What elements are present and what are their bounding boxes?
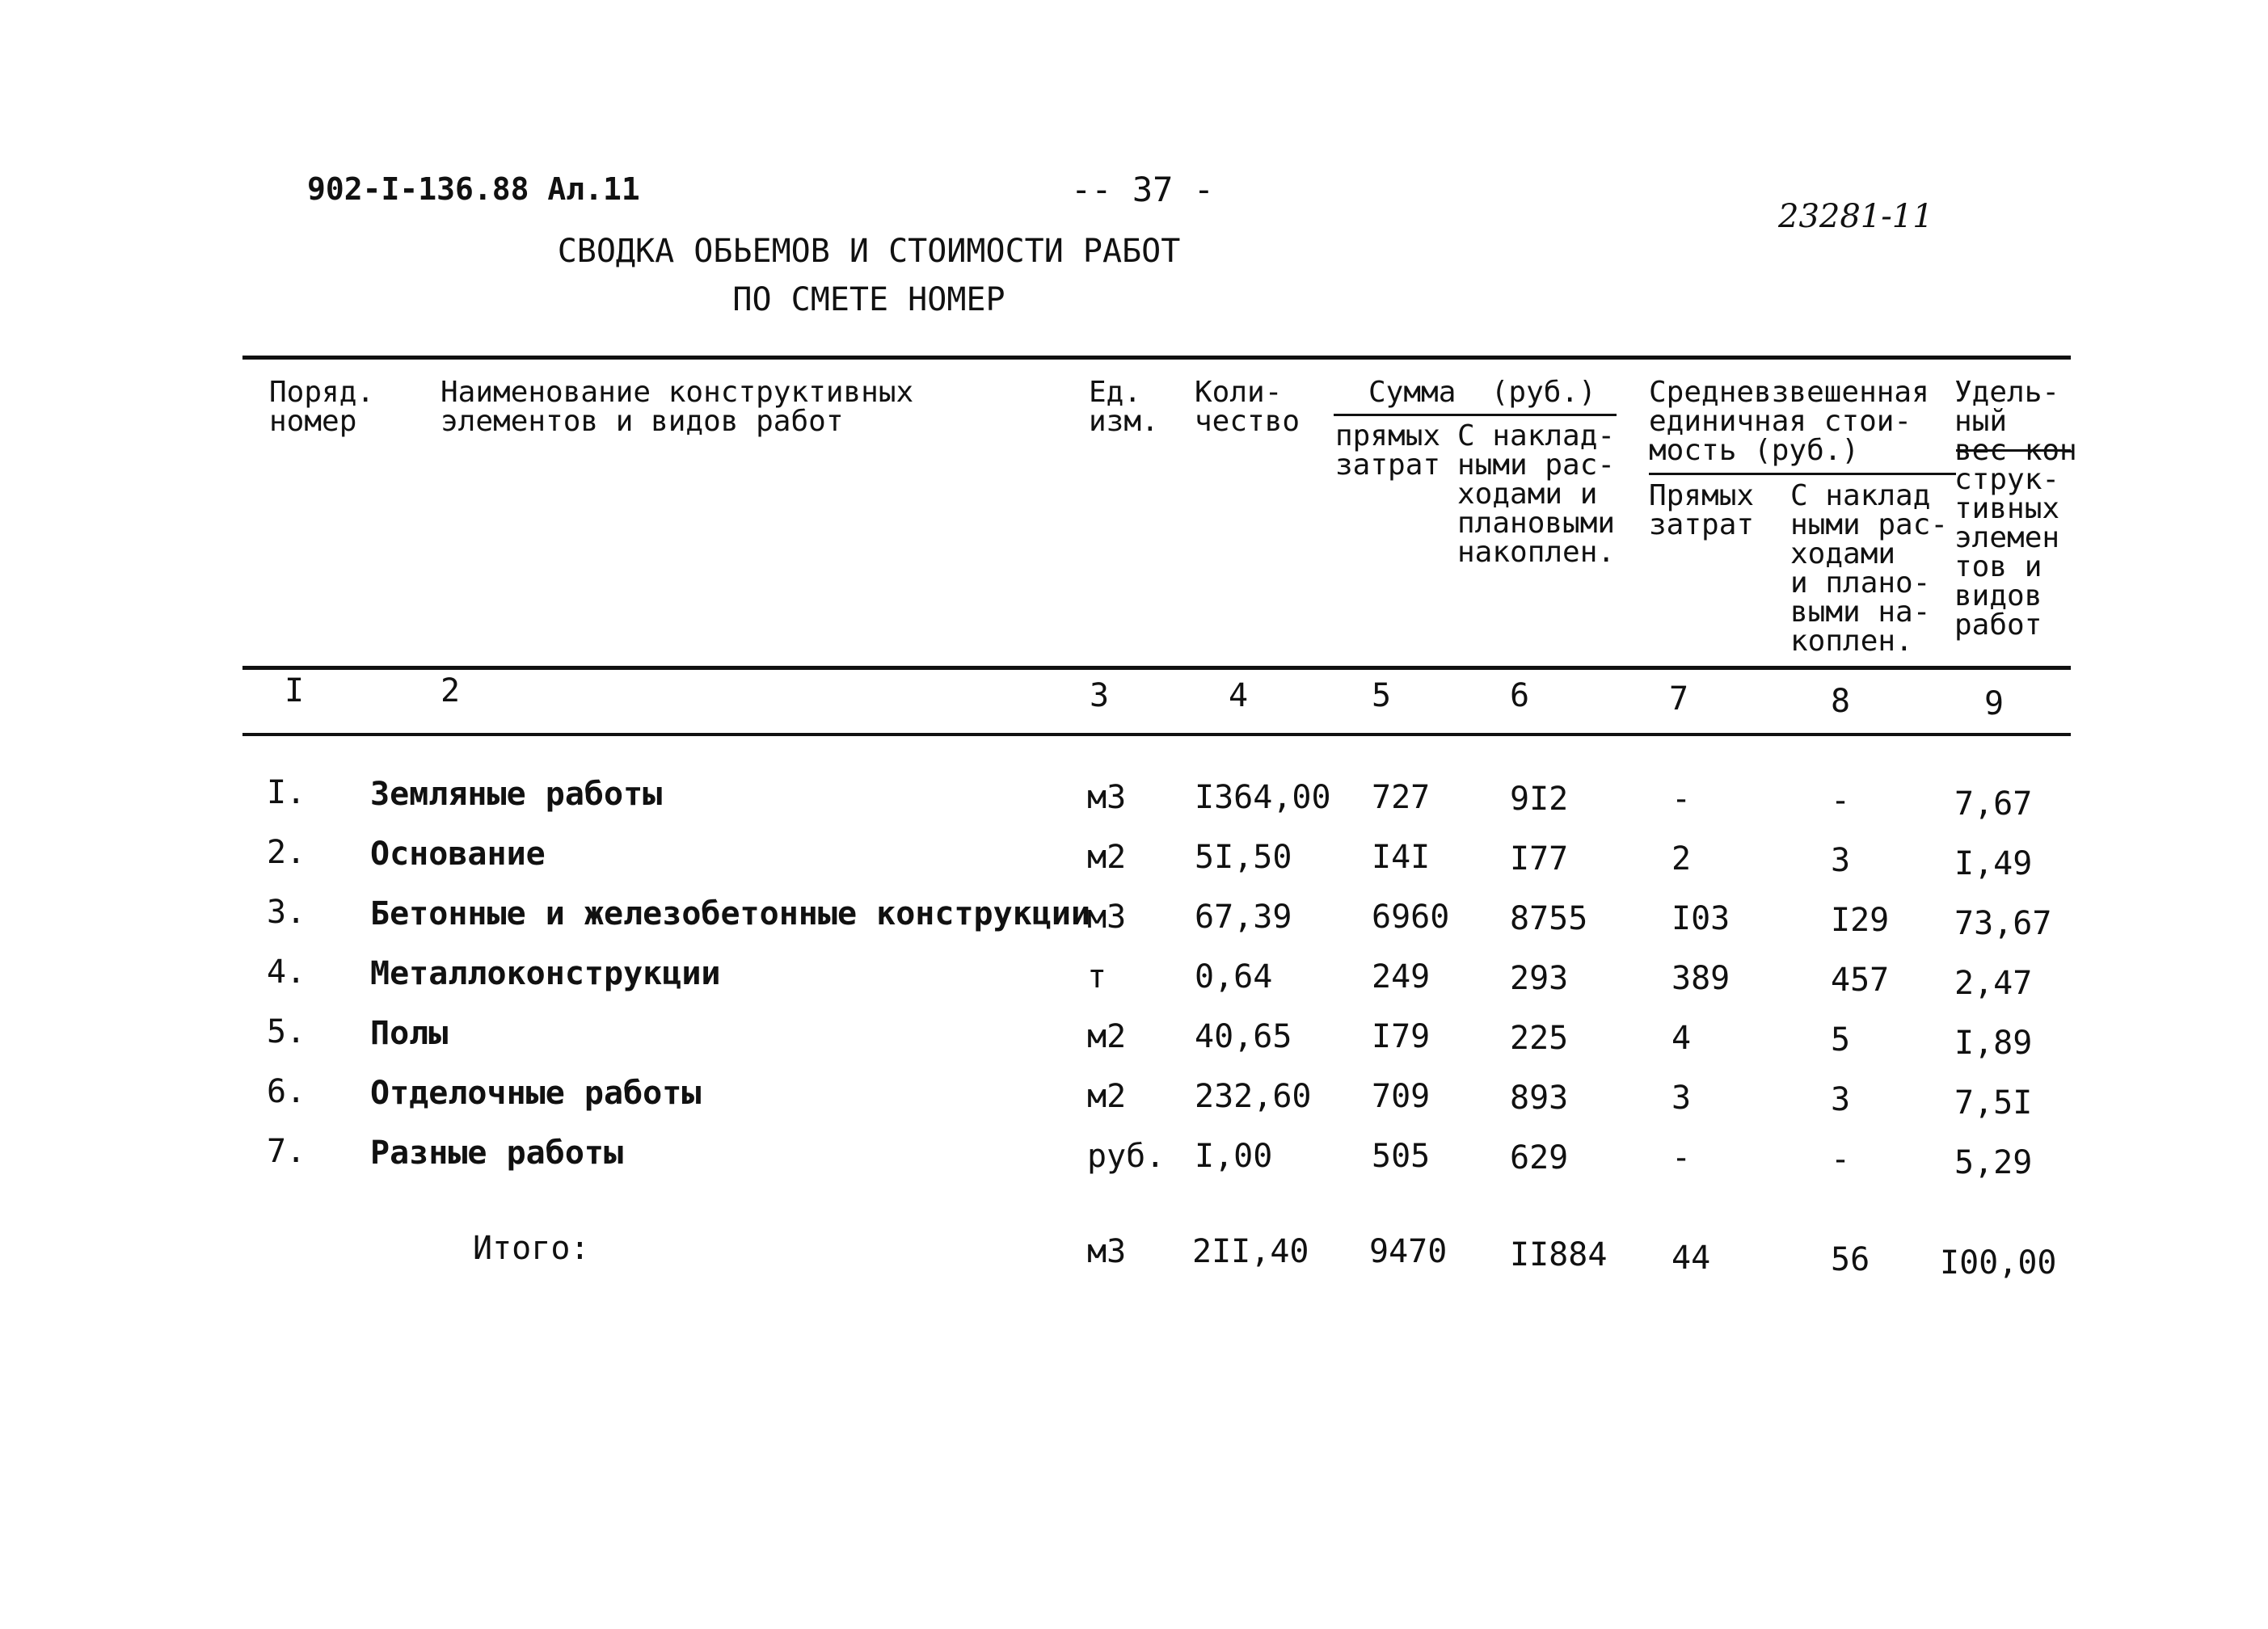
row-direct: 709	[1372, 1078, 1431, 1115]
table-subtitle: ПО СМЕТЕ НОМЕР	[732, 281, 1005, 318]
row-number: 6.	[267, 1073, 306, 1110]
row-number: 2.	[267, 834, 306, 871]
table-title: СВОДКА ОБЬЕМОВ И СТОИМОСТИ РАБОТ	[557, 233, 1181, 270]
row-number: 5.	[267, 1013, 306, 1050]
row-quantity: 232,60	[1195, 1078, 1312, 1115]
header-sum-group: Сумма (руб.)	[1368, 376, 1596, 409]
row-number: 3.	[267, 894, 306, 931]
row-quantity: I,00	[1195, 1138, 1273, 1175]
column-number-9: 9	[1984, 685, 2005, 722]
column-number-1: I	[285, 672, 305, 709]
row-element-name: Полы	[370, 1015, 449, 1052]
row-element-name: Основание	[370, 836, 546, 873]
row-unit-direct: 2	[1671, 840, 1692, 878]
row-weight: 7,5I	[1954, 1084, 2033, 1122]
row-number: 7.	[267, 1133, 306, 1170]
total-unit-direct: 44	[1671, 1240, 1711, 1277]
row-weight: 7,67	[1954, 785, 2033, 823]
header-bottom-rule	[242, 666, 2071, 670]
row-weight: 2,47	[1954, 965, 2033, 1002]
total-unit-with-overhead: 56	[1831, 1241, 1870, 1278]
row-with-overhead: 9I2	[1510, 781, 1569, 818]
column-number-8: 8	[1831, 683, 1851, 720]
row-number: I.	[267, 774, 306, 811]
row-with-overhead: 893	[1510, 1080, 1569, 1117]
row-direct: 505	[1372, 1138, 1431, 1175]
row-unit: м2	[1087, 1078, 1127, 1115]
row-element-name: Разные работы	[370, 1134, 624, 1172]
row-weight: I,49	[1954, 845, 2033, 882]
row-with-overhead: 225	[1510, 1020, 1569, 1057]
row-unit-direct: I03	[1671, 900, 1731, 937]
row-unit-with-overhead: -	[1831, 1141, 1851, 1178]
row-direct: 727	[1372, 779, 1431, 816]
row-unit-with-overhead: 3	[1831, 1081, 1851, 1118]
row-unit: м2	[1087, 839, 1127, 876]
header-unit-direct: Прямых затрат	[1649, 479, 1755, 541]
header-specific-weight: Удель- ный вес кон струк- тивных элемен тов и видов работ	[1954, 376, 2077, 642]
row-unit-with-overhead: 5	[1831, 1021, 1851, 1059]
column-numbers-rule	[242, 733, 2071, 736]
row-quantity: I364,00	[1195, 779, 1331, 816]
row-unit: м3	[1087, 779, 1127, 816]
row-quantity: 67,39	[1195, 899, 1292, 936]
header-with-overhead: С наклад- ными рас- ходами и плановыми накоплен.	[1457, 419, 1616, 569]
row-direct: 249	[1372, 958, 1431, 996]
avg-group-underline	[1649, 473, 1956, 475]
row-unit-direct: -	[1671, 1139, 1692, 1176]
row-element-name: Металлоконструкции	[370, 955, 721, 992]
row-unit: т	[1087, 958, 1107, 996]
row-unit-direct: 389	[1671, 960, 1731, 997]
row-weight: 5,29	[1954, 1144, 2033, 1181]
row-unit-with-overhead: 457	[1831, 962, 1890, 999]
row-unit-with-overhead: I29	[1831, 902, 1890, 939]
row-unit: руб.	[1087, 1138, 1166, 1175]
column-number-2: 2	[441, 672, 461, 709]
header-avg-unit-cost: Средневзвешенная единичная стои- мость (руб.)	[1649, 376, 1929, 467]
row-with-overhead: 293	[1510, 960, 1569, 997]
header-unit: Ед. изм.	[1089, 376, 1159, 438]
total-quantity: 2II,40	[1192, 1233, 1309, 1270]
total-unit: м3	[1087, 1233, 1127, 1270]
row-unit-direct: 3	[1671, 1080, 1692, 1117]
row-number: 4.	[267, 953, 306, 991]
row-element-name: Отделочные работы	[370, 1075, 702, 1112]
row-with-overhead: 629	[1510, 1139, 1569, 1176]
row-unit-with-overhead: 3	[1831, 842, 1851, 879]
row-unit: м2	[1087, 1018, 1127, 1055]
row-unit-direct: -	[1671, 781, 1692, 818]
header-quantity: Коли- чество	[1195, 376, 1301, 438]
row-element-name: Бетонные и железобетонные конструкции	[370, 895, 1091, 932]
column-number-5: 5	[1372, 677, 1392, 714]
row-quantity: 0,64	[1195, 958, 1273, 996]
column-number-4: 4	[1229, 677, 1249, 714]
row-unit-direct: 4	[1671, 1020, 1692, 1057]
total-weight: I00,00	[1940, 1244, 2057, 1282]
row-quantity: 40,65	[1195, 1018, 1292, 1055]
table-top-rule	[242, 356, 2071, 360]
row-quantity: 5I,50	[1195, 839, 1292, 876]
row-with-overhead: I77	[1510, 840, 1569, 878]
row-unit-with-overhead: -	[1831, 782, 1851, 819]
header-order-number: Поряд. номер	[269, 376, 375, 438]
total-direct: 9470	[1369, 1233, 1448, 1270]
column-number-6: 6	[1510, 677, 1530, 714]
document-code: 902-I-136.88 Ал.11	[307, 171, 640, 207]
column-number-7: 7	[1669, 680, 1689, 718]
row-weight: 73,67	[1954, 905, 2052, 942]
row-unit: м3	[1087, 899, 1127, 936]
row-direct: 6960	[1372, 899, 1450, 936]
sum-group-underline	[1334, 414, 1617, 416]
header-unit-with-overhead: С наклад ными рас- ходами и плано- выми на- коплен.	[1790, 479, 1949, 658]
total-with-overhead: II884	[1510, 1236, 1608, 1273]
row-with-overhead: 8755	[1510, 900, 1588, 937]
row-direct: I79	[1372, 1018, 1431, 1055]
page-number: -- 37 -	[1071, 170, 1215, 209]
total-label: Итого:	[473, 1230, 590, 1267]
archive-stamp: 23281-11	[1778, 198, 1933, 235]
header-element-name: Наименование конструктивных элементов и видов работ	[441, 376, 914, 438]
column-number-3: 3	[1090, 677, 1110, 714]
header-direct-costs: прямых затрат	[1335, 419, 1441, 482]
row-weight: I,89	[1954, 1025, 2033, 1062]
row-element-name: Земляные работы	[370, 776, 663, 813]
row-direct: I4I	[1372, 839, 1431, 876]
